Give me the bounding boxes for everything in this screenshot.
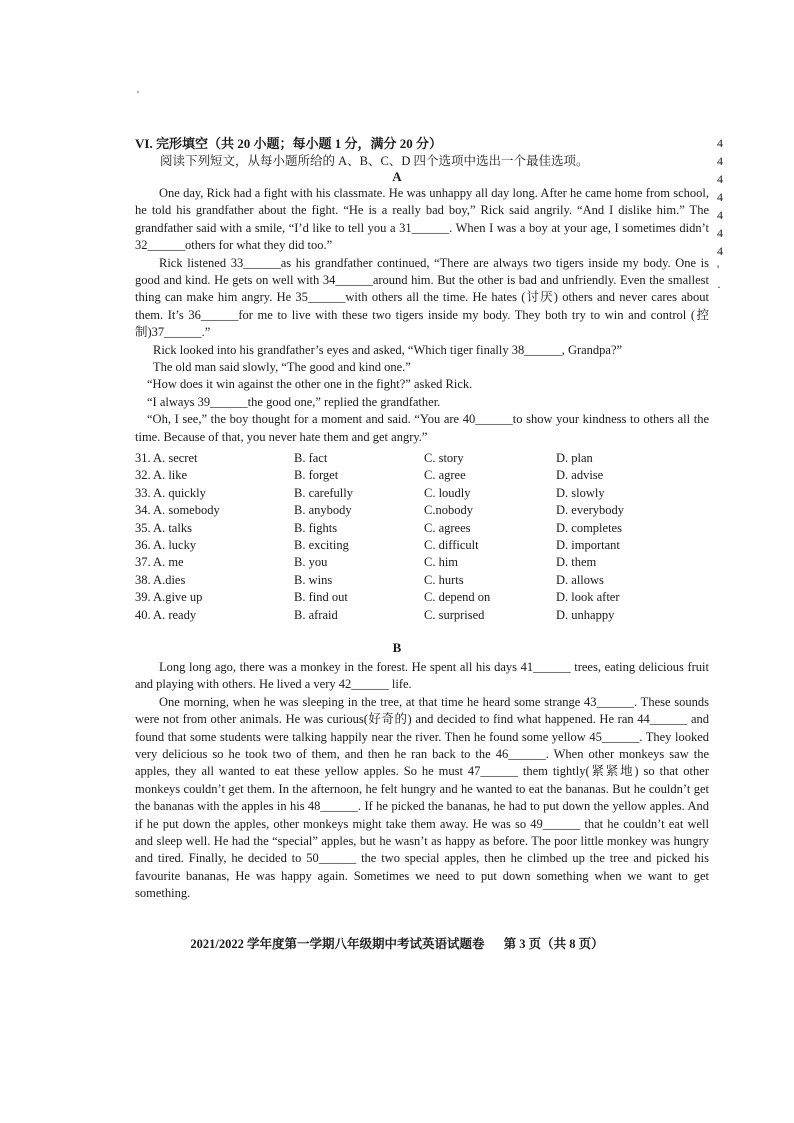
- option: B. forget: [294, 468, 339, 483]
- passage-b: [135, 659, 709, 903]
- option: C. difficult: [424, 537, 479, 552]
- passage-a-paragraph: “I always 39______the good one,” replied the grandfather.: [147, 394, 441, 409]
- option-row: [135, 451, 715, 468]
- option: C. him: [424, 555, 459, 570]
- option: C. surprised: [424, 607, 485, 622]
- option: D. allows: [556, 572, 604, 587]
- option-row: [135, 608, 715, 625]
- option: D. important: [556, 537, 620, 552]
- option: D. advise: [556, 468, 604, 483]
- option: B. exciting: [294, 537, 349, 552]
- option: C. agree: [424, 468, 466, 483]
- option: 38. A.dies: [135, 572, 186, 587]
- option: 39. A.give up: [135, 590, 203, 605]
- option: B. anybody: [294, 503, 352, 518]
- option: D. slowly: [556, 485, 605, 500]
- option: 36. A. lucky: [135, 537, 197, 552]
- option: D. everybody: [556, 503, 625, 518]
- option: D. plan: [556, 451, 593, 465]
- option: D. completes: [556, 520, 622, 535]
- option: B. afraid: [294, 607, 338, 622]
- option-row: [135, 555, 715, 572]
- passage-a-paragraph: Rick listened 33______as his grandfather continued, “There are always two tigers inside my body. One is good and kind. He gets on well with 34______around him. But the other is bad and unfriendly. Even the smallest thing can make him angry. He 35______with others all the time. He hates (讨厌) others and never cares about them. It’s 36______for me to live with these two tigers inside my body. They both try to win and control (控制)37______.”: [135, 255, 709, 340]
- option-row: [135, 521, 715, 538]
- margin-mark: 4: [717, 172, 723, 186]
- option: 35. A. talks: [135, 520, 192, 535]
- option: B. carefully: [294, 485, 354, 500]
- passage-a: [135, 185, 709, 446]
- margin-mark: 4: [717, 154, 723, 168]
- option-row: [135, 573, 715, 590]
- option: 31. A. secret: [135, 451, 198, 465]
- page-number: 第 3 页（共 8 页）: [503, 937, 604, 951]
- option: 37. A. me: [135, 555, 184, 570]
- option: B. fact: [294, 451, 328, 465]
- option: 34. A. somebody: [135, 503, 220, 518]
- passage-a-paragraph: Rick looked into his grandfather’s eyes and asked, “Which tiger finally 38______, Grandpa?”: [153, 342, 623, 357]
- margin-mark: 4: [717, 244, 723, 258]
- option: C. story: [424, 451, 464, 465]
- option-row: [135, 503, 715, 520]
- exam-title: 2021/2022 学年度第一学期八年级期中考试英语试题卷: [190, 937, 485, 951]
- passage-b-paragraph: Long long ago, there was a monkey in the forest. He spent all his days 41______ trees, eating delicious fruit and playing with others. He lived a very 42______ life.: [135, 660, 709, 692]
- option: B. fights: [294, 520, 338, 535]
- scan-speck: [137, 91, 139, 93]
- option: 33. A. quickly: [135, 485, 206, 500]
- option-row: [135, 468, 715, 485]
- margin-mark: 4: [717, 190, 723, 204]
- option: C. depend on: [424, 590, 491, 605]
- option: B. wins: [294, 572, 333, 587]
- option: D. unhappy: [556, 607, 615, 622]
- option: 32. A. like: [135, 468, 188, 483]
- option: C. hurts: [424, 572, 464, 587]
- passage-b-label: B: [392, 640, 402, 655]
- section-title: VI. 完形填空（共 20 小题；每小题 1 分，满分 20 分）: [135, 136, 442, 151]
- passage-a-paragraph: One day, Rick had a fight with his classmate. He was unhappy all day long. After he came home from school, he told his grandfather about the fight. “He is a really bad boy,” Rick said angrily. “And I dislike him.” The grandfather said with a smile, “I’d like to tell you a 31______. When I was a boy at your age, I sometimes didn’t 32______others for what they did too.”: [135, 186, 709, 253]
- margin-mark: ': [717, 262, 720, 276]
- passage-b-paragraph: One morning, when he was sleeping in the tree, at that time he heard some strange 43______. These sounds were not from other animals. He was curious(好奇的) and decided to find what happened. He ran 44______ and found that some students were talking happily near the river. Then he found some yellow 45______. They looked very delicious so he took two of them, and then he ran back to the 46______. When other monkeys saw the apples, they all wanted to eat these yellow apples. So he must 47______ them tightly(紧紧地) so that other monkeys couldn’t get them. In the afternoon, he felt hungry and he wanted to eat the bananas. But he couldn’t get the bananas with the apples in his 48______. If he picked the bananas, he had to put down the yellow apples. And if he put down the apples, other monkeys might take them away. He was so 49______ that he couldn’t eat well and sleep well. He had the “special” apples, but he wasn’t as happy as before. The poor little monkey was hungry and tired. Finally, he decided to 50______ the two special apples, then he climbed up the tree and picked his favourite bananas, He was happy again. Sometimes we need to put down something when we want to get something.: [135, 694, 709, 901]
- margin-mark: 4: [717, 226, 723, 240]
- passage-a-paragraph: “How does it win against the other one in the fight?” asked Rick.: [147, 377, 473, 392]
- option: C.nobody: [424, 503, 473, 518]
- options-table: [135, 451, 715, 625]
- option-row: [135, 590, 715, 607]
- margin-mark: ·: [717, 280, 721, 294]
- option: D. them: [556, 555, 597, 570]
- option: 40. A. ready: [135, 607, 197, 622]
- option: B. find out: [294, 590, 348, 605]
- margin-mark: 4: [717, 208, 723, 222]
- option-row: [135, 538, 715, 555]
- passage-a-paragraph: The old man said slowly, “The good and kind one.”: [153, 360, 411, 375]
- option: D. look after: [556, 590, 620, 605]
- margin-marks: [717, 134, 731, 296]
- option-row: [135, 486, 715, 503]
- page-footer: [0, 934, 794, 952]
- margin-mark: 4: [717, 136, 723, 150]
- passage-a-label: A: [392, 169, 402, 184]
- option: B. you: [294, 555, 328, 570]
- section-instructions: 阅读下列短文，从每小题所给的 A、B、C、D 四个选项中选出一个最佳选项。: [160, 154, 589, 168]
- passage-a-paragraph: “Oh, I see,” the boy thought for a moment and said. “You are 40______to show your kindness to others all the time. Because of that, you never hate them and get angry.”: [135, 412, 709, 444]
- option: C. agrees: [424, 520, 471, 535]
- option: C. loudly: [424, 485, 471, 500]
